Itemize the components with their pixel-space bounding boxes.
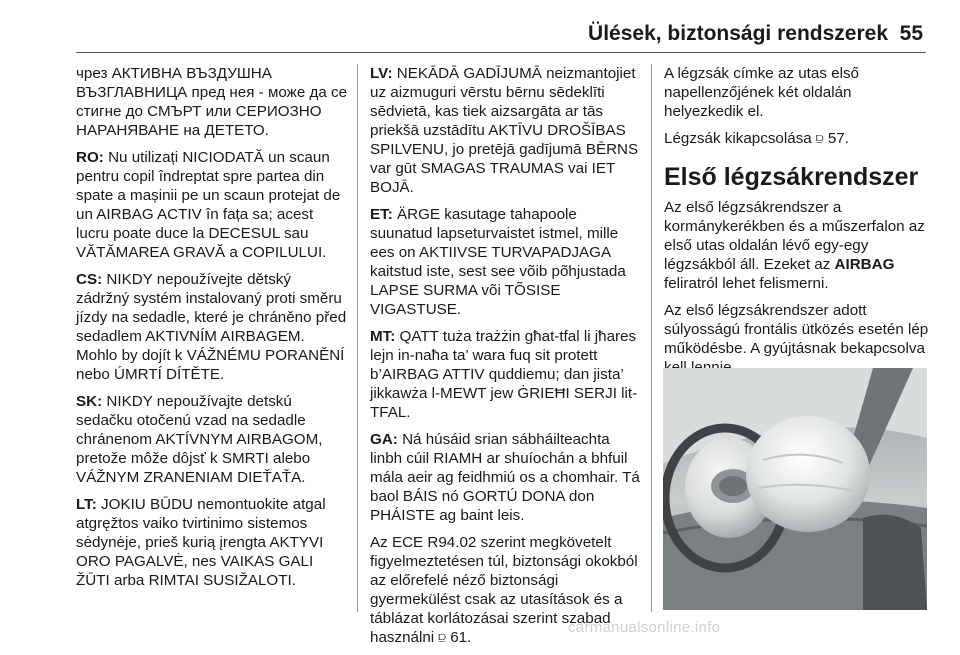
column-2 — [370, 64, 642, 655]
page-ref-icon: ⫒ — [815, 131, 824, 146]
airbag-illustration — [663, 368, 927, 610]
warning-bg: чрез АКТИВНА ВЪЗДУШНА ВЪЗГЛАВНИЦА пред нея - може да се стигне до СМЪРТ или СЕРИОЗНО НАРАНЯВАНЕ на ДЕТЕТО. — [76, 65, 348, 139]
warning-lt: LT: JOKIU BŪDU nemontuokite atgal atgręžtos vaiko tvirtinimo sistemos sėdynėje, prieš kurią įrengta AKTYVI ORO PAGALVĖ, nes VAIKAS GALI ŽŪTI arba RIMTAI SUSIŽALOTI. — [76, 496, 326, 589]
warning-lv: LV: NEKĀDĀ GADĪJUMĀ neizmantojiet uz aizmuguri vērstu bērnu sēdeklīti sēdvietā, kas tiek aizsargāta ar tās priekšā uzstādītu AKTĪVU DROŠĪBAS SPILVENU, jo pretējā gadījumā BĒRNS var gūt SMAGAS TRAUMAS vai IET BOJĀ. — [370, 65, 639, 196]
front-airbag-desc: Az első légzsákrendszer a kormánykerékben és a műszerfalon az első utas oldalán lévő egy-egy légzsákból áll. Ezeket az AIRBAG feliratról lehet felismerni. — [664, 199, 925, 292]
airbag-deployed-icon — [663, 368, 927, 610]
column-1 — [76, 64, 348, 598]
front-airbag-activation: Az első légzsákrendszer adott súlyosságú frontális ütközés esetén lép működésbe. A gyújtásnak bekapcsolva — [664, 302, 929, 357]
warning-et: ET: ÄRGE kasutage tahapoole suunatud lapseturvaistet istmel, mille ees on AKTIIVSE TURVAPADJAGA kaitstud iste, sest see võib põhjustada LAPSE SURMA või TÕSISE VIGASTUSE. — [370, 206, 626, 318]
page-ref-link[interactable]: 61. — [450, 629, 472, 646]
page-number: 55 — [899, 22, 923, 45]
page-ref-link[interactable]: 57. — [827, 130, 849, 147]
column-divider — [357, 64, 358, 612]
warning-cs: CS: NIKDY nepoužívejte dětský zádržný systém instalovaný proti směru jízdy na sedadle, které je chráněno před sedadlem AKTIVNÍM AIRBAGEM. Mohlo by dojít k VÁŽNÉMU PORANĚNÍ nebo ÚMRTÍ DÍTĚTE. — [76, 271, 347, 383]
label-paragraph: A légzsák címke az utas első napellenzőjének két oldalán helyezkedik el. — [664, 65, 859, 120]
warning-ga: GA: Ná húsáid srian sábháilteachta linbh cúil RIAMH ar shuíochán a bhfuil mála aeir ag feidhmiú os a chomhair. Tá baol BÁIS nó GORTÚ DONA don PHÁISTE ag baint leis. — [370, 431, 640, 524]
watermark: carmanualsonline.info — [568, 619, 721, 636]
column-divider — [651, 64, 652, 612]
page-title: Ülések, biztonsági rendszerek — [588, 22, 888, 45]
column-3 — [664, 64, 930, 385]
section-heading: Első légzsákrendszer — [664, 163, 919, 191]
ece-paragraph: Az ECE R94.02 szerint megkövetelt figyelmeztetésen túl, biztonsági okokból az előrefelé néző biztonsági gyermekülést csak az utasítások és a táblázat korlátozásai szerint szabad használni ⫒ 61. — [370, 534, 638, 646]
warning-sk: SK: NIKDY nepoužívajte detskú sedačku otočenú vzad na sedadle chránenom AKTÍVNYM AIRBAGOM, pretože môže dôjsť k SMRTI alebo VÁŽNYM ZRANENIAM DIEŤAŤA. — [76, 393, 323, 486]
warning-mt: MT: QATT tuża trażżin għat-tfal li jħares lejn in-naħa ta’ wara fuq sit protett b’AIRBAG ATTIV quddiemu; dan jista’ jikkawża l-MEWT jew ĠRIEĦI SERJI lit-TFAL. — [370, 328, 638, 421]
warning-ro: RO: Nu utilizați NICIODATĂ un scaun pentru copil îndreptat spre partea din spate a mașinii pe un scaun protejat de un AIRBAG ACTIV în fața sa; acest lucru poate duce la DECESUL sau VĂTĂMAREA GRAVĂ a COPILULUI. — [76, 149, 341, 261]
header-rule — [76, 52, 926, 53]
deactivation-ref: Légzsák kikapcsolása ⫒ 57. — [664, 130, 849, 147]
page-ref-icon: ⫒ — [438, 630, 446, 645]
